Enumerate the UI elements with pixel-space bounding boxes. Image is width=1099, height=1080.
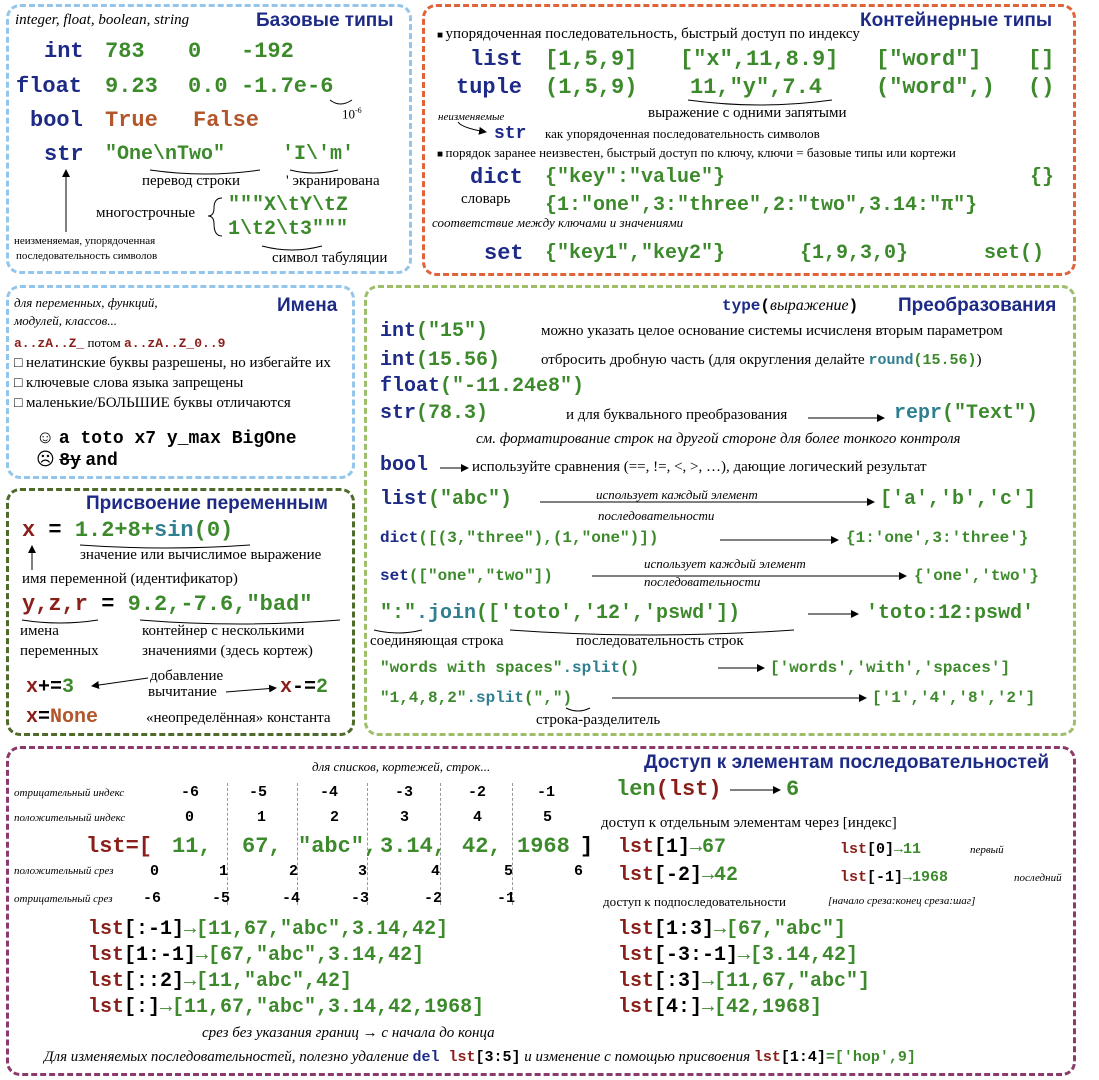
- slice-left-3: [88, 972, 352, 992]
- slice-res: →[11,67,"abc"]: [702, 970, 871, 993]
- conversion-title: Преобразования: [898, 295, 1057, 316]
- slice-res: →[3.14,42]: [738, 944, 859, 967]
- sub-note: вычитание: [148, 684, 217, 700]
- neg-idx: -1: [537, 784, 556, 801]
- footer-note: [44, 1050, 916, 1065]
- dict-note: соответствие между ключами и значениями: [432, 215, 684, 230]
- identifier-note: имя переменной (идентификатор): [22, 571, 238, 587]
- a3-lst: lst: [840, 841, 868, 858]
- int1-note: можно указать целое основание системы исчисленя вторым параметром: [541, 323, 1003, 339]
- str-val-1: "One\nTwo": [105, 143, 226, 166]
- base-title: Базовые типы: [256, 10, 394, 31]
- neg-idx-label: отрицательный индекс: [14, 787, 125, 799]
- exp-note: $10^{-6}$: [342, 106, 362, 122]
- split1-func: .split: [562, 659, 621, 677]
- split1-conv: [380, 660, 639, 676]
- int1-kw: int: [380, 320, 417, 343]
- slice-lst: lst: [88, 918, 125, 941]
- neg-slice: -3: [351, 890, 370, 907]
- none-val: None: [50, 706, 99, 729]
- list-conv-kw: list: [380, 488, 429, 511]
- join-sep: ":": [380, 602, 417, 625]
- inc-op: +=: [38, 676, 63, 699]
- neg-slice: -2: [424, 890, 443, 907]
- dec-op: -=: [292, 676, 317, 699]
- type-arg: выражение: [770, 297, 849, 314]
- slice-lst: lst: [618, 918, 655, 941]
- none-line: [26, 708, 98, 728]
- join-conv: [380, 604, 740, 624]
- bounds-note: срез без указания границ → с начала до конца: [202, 1025, 495, 1041]
- container-note-1: контейнер с несколькими: [142, 623, 305, 639]
- list-val-3: ["word"]: [876, 47, 982, 72]
- split1-str: "words with spaces": [380, 659, 563, 677]
- container-note-2: значениями (здесь кортеж): [142, 643, 313, 659]
- str-keyword: str: [44, 142, 84, 167]
- access-3: [840, 842, 921, 857]
- pos-slice: 2: [289, 863, 299, 880]
- a3-res: →11: [894, 841, 922, 858]
- lst-item: "abc",: [298, 834, 378, 859]
- split2-res: ['1','4','8','2']: [872, 689, 1036, 707]
- assign-var-x: x: [22, 518, 36, 543]
- bool-conv-note: используйте сравнения (==, !=, <, >, …), дающие логический результат: [472, 459, 927, 475]
- bool-true: True: [105, 108, 158, 133]
- seq-subtitle: для списков, кортежей, строк...: [312, 759, 491, 774]
- unordered-note: ■ порядок заранее неизвестен, быстрый доступ по ключу, ключи = базовые типы или кортежи: [437, 146, 956, 160]
- len-res: 6: [786, 777, 800, 802]
- tuple-val-2: 11,"y",7.4: [690, 75, 823, 100]
- each-note-1: использует каждый элемент: [596, 487, 758, 502]
- foot-text-1: Для изменяемых последовательностей, полезно удаление: [44, 1049, 413, 1065]
- assign-arg: (0): [193, 518, 234, 543]
- list-val-1: [1,5,9]: [545, 47, 638, 72]
- names-chars-rest: a..zA..Z_0..9: [124, 336, 226, 351]
- a4-lst: lst: [840, 869, 868, 886]
- slice-right-3: [618, 972, 870, 992]
- join-res: 'toto:12:pswd': [866, 602, 1035, 625]
- slice-left-2: [88, 946, 424, 966]
- sep-note: строка-разделитель: [536, 712, 661, 728]
- lst-close: ]: [580, 834, 594, 859]
- slice-res: →[11,67,"abc",3.14,42]: [184, 918, 449, 941]
- list-val-2: ["x",11,8.9]: [680, 47, 839, 72]
- newline-note: перевод строки: [142, 173, 240, 189]
- repr-kw: repr: [894, 402, 943, 425]
- slice-lst: lst: [88, 944, 125, 967]
- each-note-3: использует каждый элемент: [644, 556, 806, 571]
- type-keyword: type: [722, 297, 761, 315]
- set-conv: [380, 568, 553, 584]
- a4-res: →1968: [903, 869, 949, 886]
- names-chars-first: a..zA..Z_: [14, 336, 85, 351]
- names-note-1: имена: [20, 623, 59, 639]
- names-good-examples: a toto x7 y_max BigOne: [58, 429, 297, 449]
- list-conv-res: ['a','b','c']: [880, 488, 1037, 511]
- access-1: [618, 838, 726, 858]
- slice-idx: [4:]: [654, 996, 703, 1019]
- slice-res: →[67,"abc",3.14,42]: [196, 944, 425, 967]
- container-title: Контейнерные типы: [860, 10, 1053, 31]
- dict-conv-kw: dict: [380, 529, 419, 547]
- names-bad: [36, 450, 118, 470]
- assign-eq-2: =: [88, 592, 128, 617]
- join-note-2: последовательность строк: [576, 633, 744, 649]
- pos-slice: 4: [431, 863, 441, 880]
- slice-idx: [:-1]: [124, 918, 185, 941]
- float-val-3: -1.7e-6: [241, 74, 334, 99]
- access-2: [618, 866, 738, 886]
- round-arg: (15.56): [913, 352, 977, 369]
- slice-res: →[67,"abc"]: [714, 918, 847, 941]
- str-container-keyword: str: [494, 124, 527, 144]
- immutable-label: неизменяемые: [438, 111, 505, 123]
- lst-item: 67,: [242, 834, 282, 859]
- lst-definition: [86, 836, 152, 858]
- lst-item: 1968: [517, 834, 570, 859]
- join-note-1: соединяющая строка: [370, 633, 504, 649]
- list-conv-arg: ("abc"): [428, 488, 513, 511]
- inc-val: 3: [62, 676, 75, 699]
- assign-line-1: [22, 520, 233, 542]
- split2-func: .split: [466, 689, 525, 707]
- set-conv-arg: (["one","two"]): [408, 567, 553, 585]
- split2-conv: [380, 690, 572, 706]
- pos-slice: 5: [504, 863, 514, 880]
- bool-false: False: [193, 108, 260, 133]
- int-conv-1: [380, 322, 488, 342]
- slice-syntax: [начало среза:конец среза:шаг]: [828, 895, 976, 907]
- int-val-1: 783: [105, 39, 145, 64]
- dict-conv: [380, 530, 658, 546]
- add-note: добавление: [150, 668, 224, 684]
- names-rule-2: □ ключевые слова языка запрещены: [14, 376, 243, 391]
- slice-idx: [::2]: [124, 970, 185, 993]
- multiline-2: 1\t2\t3""": [228, 218, 349, 241]
- lst-open: lst=[: [86, 834, 153, 859]
- pos-slice: 3: [358, 863, 368, 880]
- split1-arg: (): [620, 659, 640, 677]
- neg-idx: -5: [249, 784, 268, 801]
- len-kw: len: [616, 777, 656, 802]
- smile-icon: ☺: [36, 427, 55, 447]
- join-func: .join: [416, 602, 477, 625]
- multiline-1: """X\tY\tZ: [228, 194, 349, 217]
- pos-idx: 4: [473, 809, 483, 826]
- inc-var: x: [26, 676, 39, 699]
- int2-note: [541, 353, 982, 368]
- escaped-note: ' экранирована: [286, 173, 380, 189]
- slice-left-1: [88, 920, 448, 940]
- dict-val-1: {"key":"value"}: [545, 166, 726, 189]
- pos-idx: 3: [400, 809, 410, 826]
- del-kw: del: [412, 1049, 440, 1066]
- immutable-note-2: последовательность символов: [16, 250, 158, 262]
- pos-slice: 0: [150, 863, 160, 880]
- set-val-3: set(): [984, 242, 1045, 265]
- none-note: «неопределённая» константа: [146, 710, 331, 726]
- access-4: [840, 870, 948, 885]
- neg-slice: -1: [497, 890, 516, 907]
- neg-slice-label: отрицательный срез: [14, 893, 113, 905]
- foot-idx-1: [3:5]: [475, 1049, 521, 1066]
- str-conv-note: и для буквального преобразования: [566, 407, 788, 423]
- assign-title: Присвоение переменным: [86, 493, 328, 514]
- len-arg: (lst): [655, 777, 722, 802]
- foot-text-2: и изменение с помощью присвоения: [520, 1049, 754, 1065]
- last-note: последний: [1014, 872, 1062, 884]
- foot-lst-1: lst: [439, 1049, 476, 1066]
- set-conv-kw: set: [380, 567, 409, 585]
- float-conv-kw: float: [380, 375, 441, 398]
- tuple-val-1: (1,5,9): [545, 75, 638, 100]
- slice-right-2: [618, 946, 858, 966]
- pos-slice: 6: [574, 863, 584, 880]
- pos-idx: 0: [185, 809, 195, 826]
- slice-idx: [:3]: [654, 970, 703, 993]
- foot-idx-2: [1:4]: [780, 1049, 826, 1066]
- dict-conv-res: {1:'one',3:'three'}: [846, 529, 1029, 547]
- split1-res: ['words','with','spaces']: [770, 659, 1011, 677]
- int-conv-2: [380, 351, 500, 371]
- split2-arg: (","): [524, 689, 573, 707]
- str-conv: [380, 404, 488, 424]
- slice-res: →[42,1968]: [702, 996, 823, 1019]
- immutable-note-1: неизменяемая, упорядоченная: [14, 235, 156, 247]
- pos-idx-label: положительный индекс: [14, 812, 126, 824]
- foot-val: =['hop',9]: [825, 1049, 916, 1066]
- format-note: см. форматирование строк на другой стороне для более тонкого контроля: [476, 431, 961, 447]
- pos-idx: 5: [543, 809, 553, 826]
- int2-kw: int: [380, 349, 417, 372]
- float-conv-arg: ("-11.24e8"): [440, 375, 585, 398]
- a3-idx: [0]: [867, 841, 895, 858]
- dict-val-3: {1:"one",3:"three",2:"two",3.14:"π"}: [545, 194, 978, 217]
- int2-note-text: отбросить дробную часть (для округления делайте: [541, 352, 869, 368]
- value-note: значение или вычислимое выражение: [80, 547, 322, 563]
- int2-close: ): [976, 352, 982, 368]
- a1-idx: [1]: [654, 836, 691, 859]
- a2-res: →42: [702, 864, 739, 887]
- slice-lst: lst: [618, 970, 655, 993]
- decrement-line: [280, 678, 328, 698]
- int-val-2: 0: [188, 39, 202, 64]
- int1-arg: ("15"): [416, 320, 489, 343]
- a4-idx: [-1]: [867, 869, 904, 886]
- str-conv-kw: str: [380, 402, 417, 425]
- pos-idx: 2: [330, 809, 340, 826]
- multiline-label: многострочные: [96, 205, 195, 221]
- lst-item: 11,: [172, 834, 212, 859]
- dict-label: словарь: [461, 191, 511, 207]
- each-note-2: последовательности: [598, 508, 715, 523]
- int-val-3: -192: [241, 39, 294, 64]
- each-note-4: последовательности: [644, 574, 761, 589]
- neg-slice: -5: [212, 890, 231, 907]
- names-rule-1: □ нелатинские буквы разрешены, но избегайте их: [14, 356, 331, 371]
- set-conv-res: {'one','two'}: [914, 567, 1039, 585]
- bool-keyword: bool: [30, 108, 83, 133]
- slice-lst: lst: [618, 944, 655, 967]
- float-conv: [380, 377, 584, 397]
- str-seq-note: как упорядоченная последовательность символов: [545, 126, 820, 141]
- int2-arg: (15.56): [416, 349, 501, 372]
- subseq-note: доступ к подпоследовательности: [603, 894, 786, 909]
- names-note-2: переменных: [20, 643, 99, 659]
- tuple-val-4: (): [1028, 75, 1055, 100]
- slice-idx: [-3:-1]: [654, 944, 739, 967]
- set-keyword: set: [484, 241, 524, 266]
- list-conv: [380, 490, 512, 510]
- slice-res: →[11,"abc",42]: [184, 970, 353, 993]
- set-val-2: {1,9,3,0}: [800, 242, 909, 265]
- dec-var: x: [280, 676, 293, 699]
- assign-expr: 1.2+8+: [74, 518, 155, 543]
- neg-idx: -2: [468, 784, 487, 801]
- round-kw: round: [868, 352, 914, 369]
- dict-keyword: dict: [470, 165, 523, 190]
- frown-icon: ☹: [36, 449, 55, 469]
- names-chars-then: потом: [84, 335, 124, 350]
- index-note: доступ к отдельным элементам через [индекс]: [601, 815, 897, 831]
- split2-str: "1,4,8,2": [380, 689, 467, 707]
- assign-vars: y,z,r: [22, 592, 89, 617]
- lst-item: 3.14,: [380, 834, 447, 859]
- increment-line: [26, 678, 74, 698]
- names-bad-1: 8y: [59, 451, 81, 471]
- ordered-note: ■ упорядоченная последовательность, быстрый доступ по индексу: [437, 27, 860, 42]
- slice-idx: [1:-1]: [124, 944, 197, 967]
- names-desc-1: для переменных, функций,: [14, 295, 158, 310]
- repr-arg: ("Text"): [942, 402, 1039, 425]
- assign-eq: =: [35, 518, 75, 543]
- slice-idx: [:]: [124, 996, 161, 1019]
- lst-item: 42,: [462, 834, 502, 859]
- slice-lst: lst: [88, 970, 125, 993]
- len-call: [616, 779, 722, 801]
- base-subtitle: integer, float, boolean, string: [15, 12, 190, 28]
- float-val-1: 9.23: [105, 74, 158, 99]
- a1-res: →67: [690, 836, 727, 859]
- pos-slice-label: положительный срез: [14, 865, 114, 877]
- tab-note: символ табуляции: [272, 250, 388, 266]
- assign-line-2: [22, 594, 312, 616]
- a1-lst: lst: [618, 836, 655, 859]
- slice-right-4: [618, 998, 822, 1018]
- pos-idx: 1: [257, 809, 267, 826]
- neg-slice: -6: [143, 890, 162, 907]
- list-val-4: []: [1028, 47, 1055, 72]
- float-keyword: float: [16, 74, 83, 99]
- seq-title: Доступ к элементам последовательностей: [644, 752, 1050, 773]
- tuple-keyword: tuple: [456, 75, 523, 100]
- slice-idx: [1:3]: [654, 918, 715, 941]
- dec-val: 2: [316, 676, 329, 699]
- names-good: [36, 428, 297, 448]
- a2-lst: lst: [618, 864, 655, 887]
- str-conv-arg: (78.3): [416, 402, 489, 425]
- int-keyword: int: [44, 39, 84, 64]
- assign-func: sin: [154, 518, 194, 543]
- none-var: x: [26, 706, 39, 729]
- neg-idx: -4: [320, 784, 339, 801]
- float-val-2: 0.0: [188, 74, 228, 99]
- none-eq: =: [38, 706, 51, 729]
- first-note: первый: [970, 844, 1004, 856]
- names-desc-2: модулей, классов...: [14, 313, 117, 328]
- slice-lst: lst: [88, 996, 125, 1019]
- assign-vals: 9.2,-7.6,"bad": [127, 592, 313, 617]
- slice-lst: lst: [618, 996, 655, 1019]
- join-arg: (['toto','12','pswd']): [476, 602, 741, 625]
- dict-conv-arg: ([(3,"three"),(1,"one")]): [418, 529, 659, 547]
- slice-res: →[11,67,"abc",3.14,42,1968]: [160, 996, 485, 1019]
- tuple-val-3: ("word",): [876, 75, 995, 100]
- repr-conv: [894, 404, 1038, 424]
- set-val-1: {"key1","key2"}: [545, 242, 726, 265]
- comma-note: выражение с одними запятыми: [648, 105, 847, 121]
- names-chars: [14, 336, 225, 350]
- a2-idx: [-2]: [654, 864, 703, 887]
- names-bad-2: and: [85, 451, 118, 471]
- neg-idx: -3: [395, 784, 414, 801]
- slice-left-4: [88, 998, 484, 1018]
- type-call: type(выражение): [722, 297, 859, 315]
- neg-idx: -6: [181, 784, 200, 801]
- dict-val-2: {}: [1030, 166, 1055, 189]
- str-val-2: 'I\'m': [282, 143, 355, 166]
- list-keyword: list: [470, 47, 523, 72]
- names-title: Имена: [277, 295, 338, 316]
- slice-right-1: [618, 920, 846, 940]
- neg-slice: -4: [282, 890, 301, 907]
- names-rule-3: □ маленькие/БОЛЬШИЕ буквы отличаются: [14, 396, 291, 411]
- foot-lst-2: lst: [753, 1049, 781, 1066]
- bool-conv-kw: bool: [380, 454, 429, 477]
- pos-slice: 1: [219, 863, 229, 880]
